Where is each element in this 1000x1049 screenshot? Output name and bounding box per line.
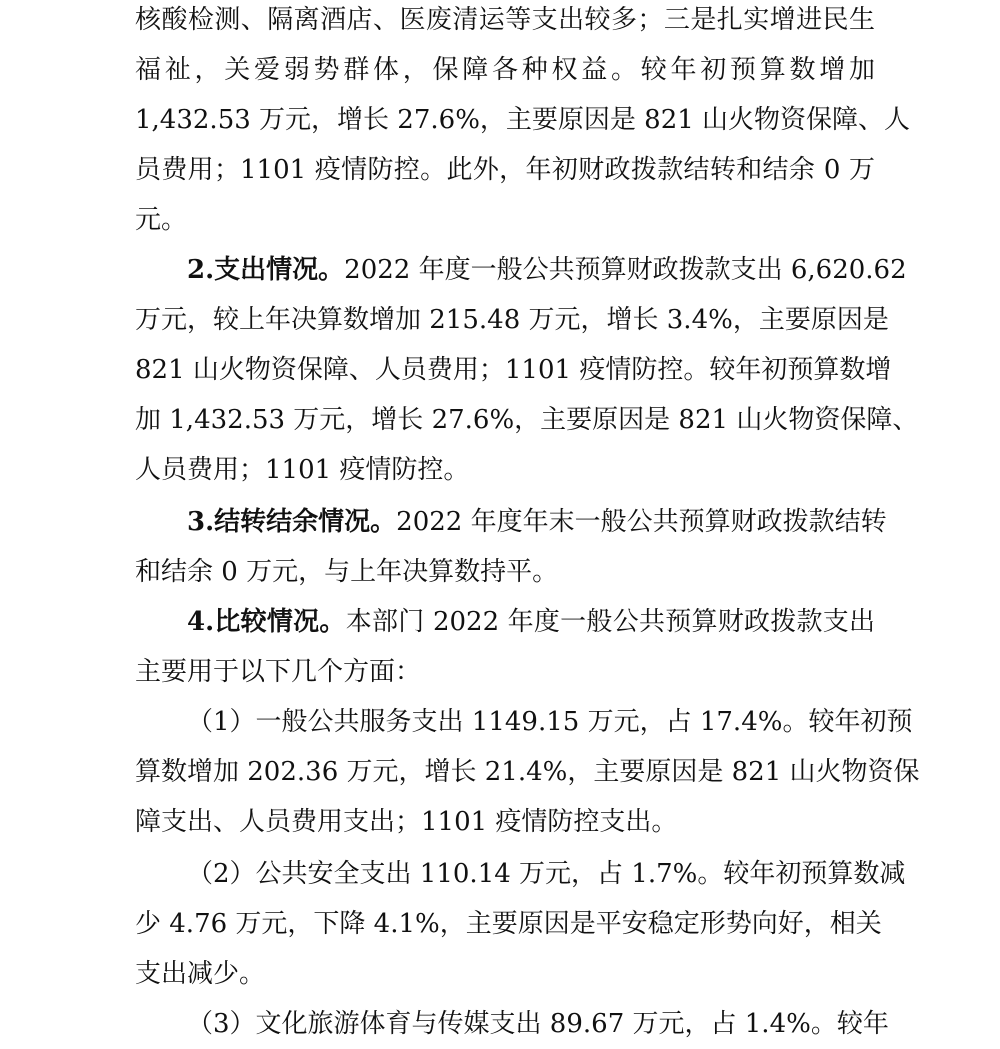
text-line [135, 647, 875, 697]
section-4-first-line [135, 597, 875, 647]
section-heading: 4.比较情况。 [187, 607, 346, 637]
item-1-first-line [135, 697, 913, 747]
line-text: 算数增加 202.36 万元，增长 21.4%，主要原因是 821 山火物资保 [135, 757, 920, 787]
item-2-first-line [135, 849, 906, 899]
line-text: 2022 年度一般公共预算财政拨款支出 6,620.62 [344, 255, 907, 285]
line-text: 万元，较上年决算数增加 215.48 万元，增长 3.4%，主要原因是 [135, 305, 889, 335]
line-text: （3）文化旅游体育与传媒支出 89.67 万元，占 1.4%。较年 [187, 1009, 889, 1039]
text-line [135, 949, 875, 999]
section-heading: 3.结转结余情况。 [187, 507, 397, 537]
text-line [135, 547, 875, 597]
item-3-first-line [135, 999, 889, 1049]
line-text: 支出减少。 [135, 959, 266, 989]
text-line [135, 345, 892, 395]
text-line [135, 797, 875, 847]
line-text: 2022 年度年末一般公共预算财政拨款结转 [396, 507, 887, 537]
line-text: 主要用于以下几个方面： [135, 657, 422, 687]
line-text: 1,432.53 万元，增长 27.6%，主要原因是 821 山火物资保障、人 [135, 105, 911, 135]
text-line [135, 45, 875, 95]
text-line [135, 445, 875, 495]
text-line [135, 145, 875, 195]
line-text: 少 4.76 万元，下降 4.1%，主要原因是平安稳定形势向好，相关 [135, 909, 882, 939]
section-2-first-line [135, 245, 907, 295]
text-line [135, 195, 875, 245]
line-text: 核酸检测、隔离酒店、医废清运等支出较多；三是扎实增进民生 [135, 5, 875, 35]
text-line [135, 747, 920, 797]
line-text: 人员费用；1101 疫情防控。 [135, 455, 470, 485]
line-text: 和结余 0 万元，与上年决算数持平。 [135, 557, 559, 587]
text-line [135, 95, 911, 145]
line-text: 821 山火物资保障、人员费用；1101 疫情防控。较年初预算数增 [135, 355, 892, 385]
line-text: 加 1,432.53 万元，增长 27.6%，主要原因是 821 山火物资保障、 [135, 405, 919, 435]
line-text: 元。 [135, 205, 188, 235]
text-line [135, 295, 889, 345]
line-text: （2）公共安全支出 110.14 万元，占 1.7%。较年初预算数减 [187, 859, 906, 889]
text-line [135, 0, 875, 45]
line-text: 福祉，关爱弱势群体，保障各种权益。较年初预算数增加 [135, 55, 875, 85]
line-text: 本部门 2022 年度一般公共预算财政拨款支出 [345, 607, 875, 637]
line-text: 员费用；1101 疫情防控。此外，年初财政拨款结转和结余 0 万 [135, 155, 875, 185]
section-heading: 2.支出情况。 [187, 255, 345, 285]
line-text: 障支出、人员费用支出；1101 疫情防控支出。 [135, 807, 678, 837]
section-3-first-line [135, 497, 887, 547]
text-line [135, 395, 919, 445]
line-text: （1）一般公共服务支出 1149.15 万元，占 17.4%。较年初预 [187, 707, 913, 737]
text-line [135, 899, 882, 949]
